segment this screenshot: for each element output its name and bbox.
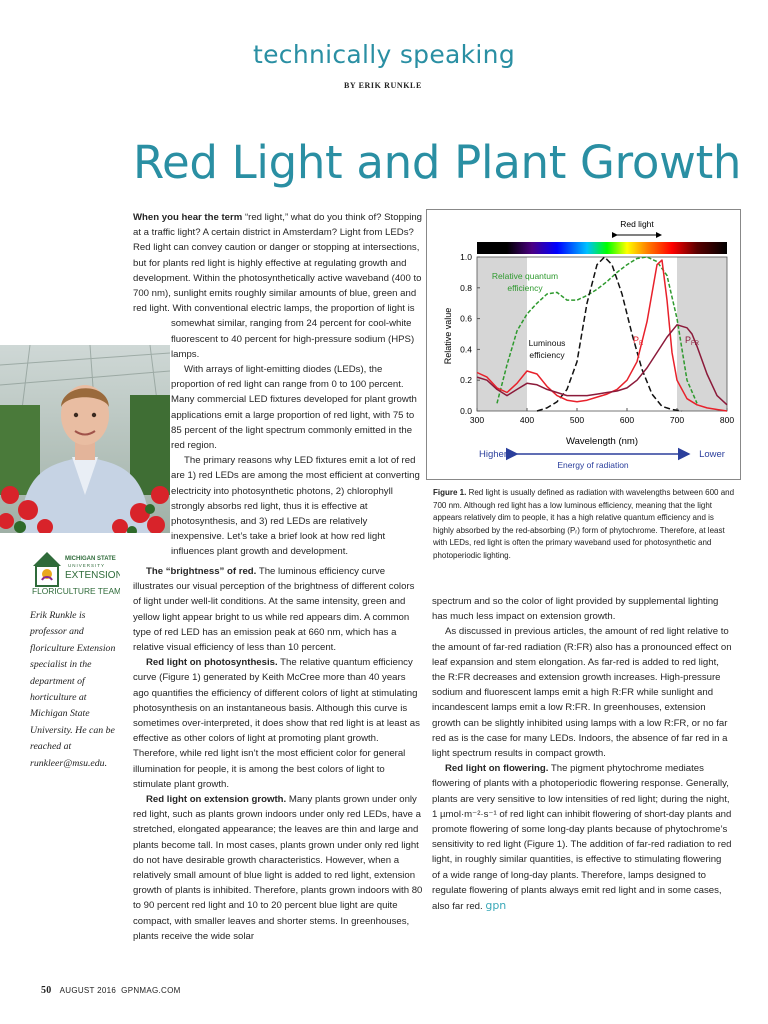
run-in-lead: When you hear the term — [133, 212, 243, 223]
issue-date: AUGUST 2016 — [59, 986, 117, 995]
label-pr: $P_R$ — [633, 335, 644, 347]
paragraph — [133, 655, 423, 792]
paragraph — [133, 210, 423, 316]
y-tick-label: 0.4 — [460, 344, 472, 355]
x-tick-label: 800 — [719, 415, 735, 425]
run-in-lead: The “brightness” of red. — [146, 566, 257, 577]
figure-caption — [433, 487, 736, 563]
paragraph-text: “red light,” what do you think of? Stopping at a traffic light? A certain district in Amsterdam? Light from LEDs? Red light can convey caution or danger or stopping at intersections, but for plants red light is highly effective at regulating growth and development. Within the photosynthetically active waveband (400 to 700 nm), sunlight emits roughly similar amounts of blue, green and red light. With conventional electric lamps, the proportion of light is — [133, 212, 423, 315]
page-footer — [41, 985, 181, 996]
svg-text:FLORICULTURE TEAM: FLORICULTURE TEAM — [32, 586, 120, 596]
paragraph: spectrum and so the color of light provided by supplemental lighting has much less impact on extension growth. — [432, 596, 719, 623]
paragraph: With arrays of light-emitting diodes (LEDs), the proportion of red light can range from 0 to 100 percent. Many commercial LED fixtures developed for plant growth applications emit a large proportion of red light, with 75 to 85 percent of the light spectrum commonly emitted in the red region. — [171, 364, 417, 452]
svg-text:MICHIGAN STATE: MICHIGAN STATE — [65, 556, 116, 562]
label-luminous-efficiency: Luminous efficiency — [528, 338, 566, 360]
x-tick-label: 700 — [669, 415, 685, 425]
paragraph-text: The pigment phytochrome mediates flowering of plants with a photoperiodic flowering response. Generally, plants are very sensitive to low intensities of red light; during the night, 1 µmol·m⁻²·s⁻¹ of red light can inhibit flowering of short-day plants and promote flowering of some long-day plants because of phytochrome’s sensitivity to red light (Figure 1). The addition of far-red radiation to red light, in roughly similar quantities, is effective to stimulating flowering of a wide range of long-day plants. Therefore, lamps designed to regulate flowering of plants always emit red light and in some cases, also far red. — [432, 763, 732, 913]
svg-text:EXTENSION: EXTENSION — [65, 570, 120, 581]
label-pfr: $P_{FR}$ — [685, 335, 700, 347]
y-tick-label: 0.6 — [460, 313, 472, 324]
spectrum-chart — [427, 210, 740, 479]
section-kicker: technically speaking — [253, 40, 515, 69]
paragraph: The primary reasons why LED fixtures emit a lot of red are 1) red LEDs are among the most efficient at converting electricity into photosynthetic photons, 2) chlorophyll strongly absorbs red light, thus it is effective at photosynthesis, and 3) red LEDs are relatively inexpensive. Let’s take a brief look at how red light influences plant growth and development. — [171, 455, 420, 558]
msu-extension-logo — [30, 546, 120, 598]
paragraph — [133, 564, 423, 655]
x-tick-label: 600 — [619, 415, 635, 425]
y-tick-label: 0.2 — [460, 375, 472, 386]
caption-lead: Figure 1. — [433, 488, 467, 497]
svg-text:UNIVERSITY: UNIVERSITY — [68, 563, 106, 568]
page-number: 50 — [41, 985, 52, 996]
paragraph: As discussed in previous articles, the amount of red light relative to the amount of far-red radiation (R:FR) also has a pronounced effect on leaf expansion and stem elongation. As far-red is added to red light, the R:FR decreases and extension growth increases. High-pressure sodium and fluorescent lamps emit a high R:FR while sunlight and incandescent lamps emit a low R:FR. In greenhouses, extension growth can be slightly inhibited using lamps with a low R:FR, or no far red as is the case for many LEDs. Indoors, the absence of far red in a light spectrum results in compact growth. — [432, 626, 732, 760]
site-name: GPNMAG.COM — [121, 986, 181, 995]
figure-1 — [426, 209, 741, 480]
y-tick-label: 0.0 — [460, 406, 472, 416]
article-intro — [133, 210, 423, 560]
author-bio: Erik Runkle is professor and floriculture Extension specialist in the department of horticulture at Michigan State University. He can be reached at runkleer@msu.edu. — [30, 610, 116, 769]
article-column-left — [133, 564, 423, 944]
shaded-region — [677, 257, 727, 411]
x-axis-label: Wavelength (nm) — [566, 436, 638, 447]
x-tick-label: 300 — [469, 415, 485, 425]
label-relative-quantum-efficiency: Relative quantum efficiency — [491, 271, 559, 293]
paragraph — [133, 792, 423, 944]
y-tick-label: 1.0 — [460, 252, 472, 262]
paragraph: somewhat similar, ranging from 24 percent for cool-white fluorescent to 40 percent for high-pressure sodium (HPS) lamps. — [171, 318, 415, 360]
higher-label: Higher — [479, 449, 507, 460]
y-tick-label: 0.8 — [460, 282, 472, 293]
run-in-lead: Red light on photosynthesis. — [146, 657, 278, 669]
x-tick-label: 400 — [519, 415, 535, 425]
article-headline: Red Light and Plant Growth — [133, 136, 742, 189]
y-axis-label: Relative value — [443, 307, 453, 365]
paragraph-text: The relative quantum efficiency curve (Figure 1) generated by Keith McCree more than 40 years ago quantifies the efficiency of different colors of light at stimulating photosynthesis on an instantaneous basis. Although this curve is sometimes over-interpreted, it does show that red light is at least as effective as other colors of light at promoting plant growth. Therefore, while red light isn’t the most efficient color for general illumination for people, it is among the best colors of light to stimulate plant growth. — [133, 657, 420, 790]
red-light-label: Red light — [620, 219, 654, 229]
author-photo — [0, 345, 170, 533]
caption-text: Red light is usually defined as radiation with wavelengths between 600 and 700 nm. Although red light has a low luminous efficiency, meaning that the light appears relatively dim to people, it has a high relative quantum efficiency and is highly absorbed by the red-absorbing (Pᵣ) form of phytochrome. Therefore, at least with LEDs, red light is often the primary waveband used for photosynthetic and photoperiodic lighting. — [433, 488, 735, 560]
x-tick-label: 500 — [569, 415, 585, 425]
byline: BY ERIK RUNKLE — [344, 81, 422, 90]
article-column-right — [432, 594, 732, 914]
spectrum-bar — [477, 242, 727, 254]
end-mark: gpn — [485, 899, 507, 913]
paragraph — [432, 761, 732, 914]
paragraph-text: Many plants grown under only red light, such as plants grown indoors under only red LEDs, have a stretched, elongated appearance; the leaves are thin and large and plants become tall. In most cases, plants grown under only red light do not have desirable growth characteristics. However, when a relatively small amount of blue light is added to red light, extension growth of plants is inhibited. Therefore, plants grown indoors with 80 to 90 percent red light and 10 to 20 percent blue light are quite compact, with smaller leaves and shorter stems. In greenhouses, plants receive the wide solar — [133, 794, 423, 942]
run-in-lead: Red light on extension growth. — [146, 794, 287, 806]
run-in-lead: Red light on flowering. — [445, 763, 549, 775]
energy-label: Energy of radiation — [557, 460, 629, 470]
lower-label: Lower — [699, 449, 725, 460]
paragraph-text: The luminous efficiency curve illustrates our visual perception of the brightness of different colors of light under well-lit conditions. At the same intensity, green and yellow light appear bright to us while red appears dim. A common type of red LED has an emission peak at 660 nm, which has a relative visual efficiency of less than 10 percent. — [133, 566, 415, 654]
